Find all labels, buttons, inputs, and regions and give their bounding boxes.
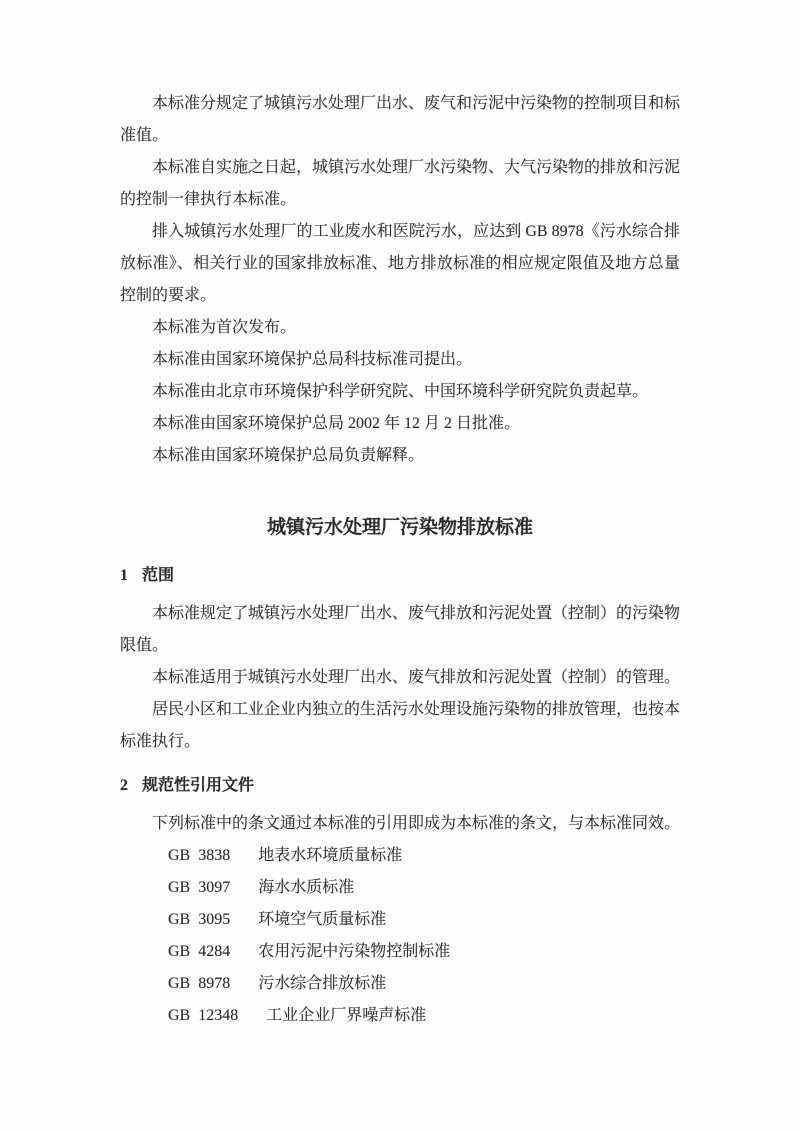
- section-title: 规范性引用文件: [142, 777, 255, 794]
- section-heading: [120, 770, 680, 802]
- reference-item: [120, 840, 680, 872]
- reference-name: 地表水环境质量标准: [258, 847, 403, 864]
- reference-name: 农用污泥中污染物控制标准: [258, 943, 451, 960]
- section-title: 范围: [142, 567, 175, 584]
- section-heading: [120, 560, 680, 592]
- foreword-paragraph: 本标准由北京市环境保护科学研究院、中国环境科学研究院负责起草。: [152, 383, 649, 400]
- reference-item: [120, 936, 680, 968]
- section-normative-references: [120, 770, 680, 1032]
- reference-code: GB 3838: [168, 847, 231, 864]
- reference-name: 海水水质标准: [258, 879, 355, 896]
- reference-code: GB 3095: [168, 911, 231, 928]
- document-content: [120, 88, 680, 1032]
- document-title: 城镇污水处理厂污染物排放标准: [266, 517, 533, 538]
- foreword-paragraph: 排入城镇污水处理厂的工业废水和医院污水，应达到 GB 8978《污水综合排放标准》、相关行业的国家排放标准、地方排放标准的相应规定限值及地方总量控制的要求。: [120, 223, 680, 304]
- reference-item: [120, 872, 680, 904]
- foreword-paragraph: 本标准自实施之日起，城镇污水处理厂水污染物、大气污染物的排放和污泥的控制一律执行本标准。: [120, 159, 681, 208]
- body-paragraph: 本标准规定了城镇污水处理厂出水、废气排放和污泥处置（控制）的污染物限值。: [120, 605, 681, 654]
- reference-name: 环境空气质量标准: [258, 911, 387, 928]
- foreword-paragraph: 本标准由国家环境保护总局 2002 年 12 月 2 日批准。: [152, 415, 521, 432]
- reference-code: GB 4284: [168, 943, 231, 960]
- reference-list: [120, 840, 680, 1032]
- reference-code: GB 3097: [168, 879, 231, 896]
- reference-item: [120, 1000, 680, 1032]
- reference-item: [120, 904, 680, 936]
- section-scope: [120, 560, 680, 758]
- section-number: 1: [120, 567, 128, 584]
- reference-code: GB 12348: [168, 1007, 239, 1024]
- section-number: 2: [120, 777, 128, 794]
- references-intro: 下列标准中的条文通过本标准的引用即成为本标准的条文，与本标准同效。: [152, 815, 681, 832]
- foreword-paragraph: 本标准为首次发布。: [152, 319, 297, 336]
- body-paragraph: 本标准适用于城镇污水处理厂出水、废气排放和污泥处置（控制）的管理。: [152, 669, 681, 686]
- foreword-paragraph: 本标准分规定了城镇污水处理厂出水、废气和污泥中污染物的控制项目和标准值。: [120, 95, 681, 144]
- reference-name: 工业企业厂界噪声标准: [266, 1007, 427, 1024]
- reference-name: 污水综合排放标准: [258, 975, 387, 992]
- reference-code: GB 8978: [168, 975, 231, 992]
- reference-item: [120, 968, 680, 1000]
- body-paragraph: 居民小区和工业企业内独立的生活污水处理设施污染物的排放管理，也按本标准执行。: [120, 701, 681, 750]
- foreword-paragraph: 本标准由国家环境保护总局负责解释。: [152, 447, 425, 464]
- foreword-section: [120, 88, 680, 472]
- foreword-paragraph: 本标准由国家环境保护总局科技标准司提出。: [152, 351, 473, 368]
